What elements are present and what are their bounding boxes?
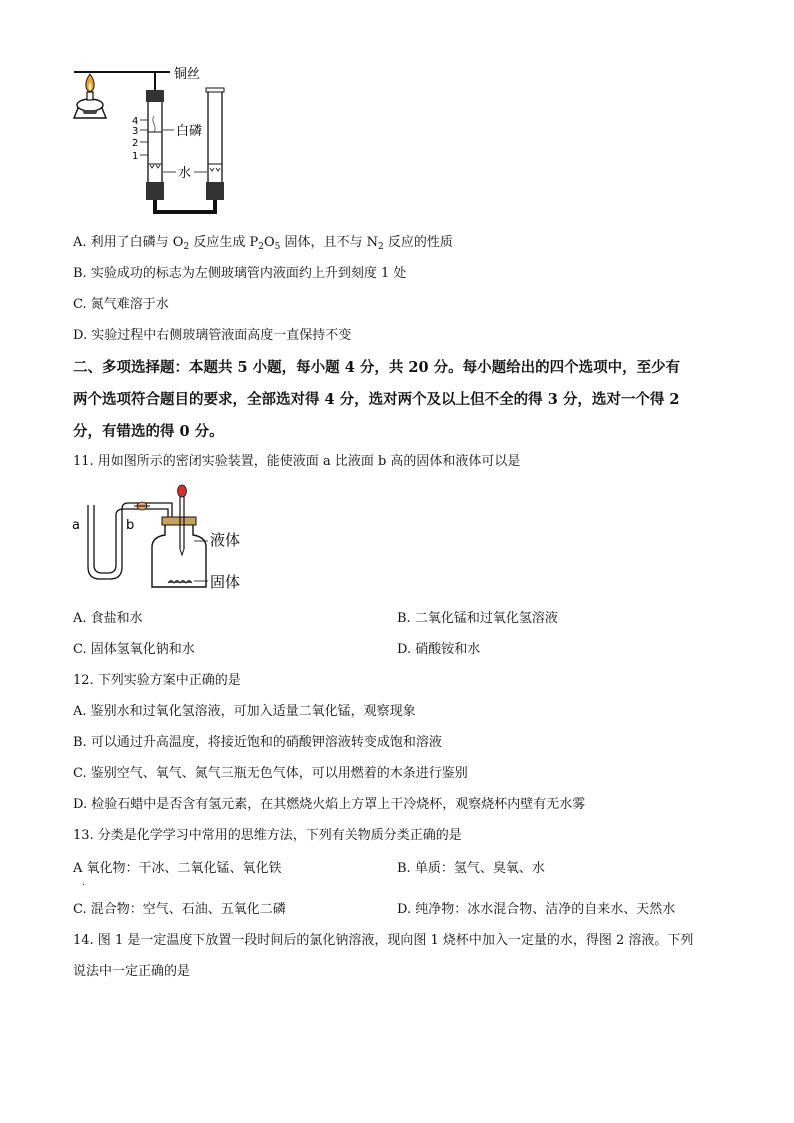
q11-option-c: C. 固体氢氧化钠和水 — [73, 642, 195, 657]
q10-option-d: D. 实验过程中右侧玻璃管液面高度一直保持不变 — [73, 328, 352, 343]
sealed-apparatus-figure — [70, 483, 260, 595]
scale-2: 2 — [132, 138, 139, 149]
q11-option-b: B. 二氧化锰和过氧化氢溶液 — [397, 611, 558, 626]
q12-option-b: B. 可以通过升高温度，将接近饱和的硝酸钾溶液转变成饱和溶液 — [73, 735, 442, 750]
section2-line2: 两个选项符合题目的要求，全部选对得 4 分，选对两个及以上但不全的得 3 分，选对一个得 2 — [73, 391, 680, 408]
phosphorus-apparatus-figure — [70, 60, 260, 220]
white-phosphorus-label: 白磷 — [176, 124, 203, 139]
q11-option-a: A. 食盐和水 — [73, 611, 143, 626]
q10-option-a: A. 利用了白磷与 $O_2$ 反应生成 $P_2O_5$ 固体，且不与 $N_2$ 反应的性质 — [73, 235, 453, 252]
q13-option-a: A 氧化物：干冰、二氧化锰、氧化铁 — [73, 861, 282, 876]
q11-stem: 11. 用如图所示的密闭实验装置，能使液面 a 比液面 b 高的固体和液体可以是 — [73, 454, 521, 469]
q13-option-c: C. 混合物：空气、石油、五氧化二磷 — [73, 902, 286, 917]
q13-option-d: D. 纯净物：冰水混合物、洁净的自来水、天然水 — [397, 902, 676, 917]
q10-option-c: C. 氮气难溶于水 — [73, 297, 169, 312]
section2-line3: 分，有错选的得 0 分。 — [73, 423, 224, 440]
q12-stem: 12. 下列实验方案中正确的是 — [73, 673, 241, 688]
scale-3: 3 — [132, 126, 139, 137]
q13-stem: 13. 分类是化学学习中常用的思维方法，下列有关物质分类正确的是 — [73, 828, 462, 843]
q12-option-d: D. 检验石蜡中是否含有氢元素，在其燃烧火焰上方罩上干冷烧杯，观察烧杯内壁有无水雾 — [73, 797, 586, 812]
q10-option-b: B. 实验成功的标志为左侧玻璃管内液面约上升到刻度 1 处 — [73, 266, 407, 281]
label-liquid: 液体 — [210, 531, 241, 549]
q13-option-a-dot: . — [82, 877, 86, 888]
label-b: b — [126, 518, 135, 533]
water-label: 水 — [178, 166, 192, 181]
label-a: a — [72, 518, 80, 533]
label-solid: 固体 — [210, 573, 241, 591]
scale-1: 1 — [132, 151, 139, 162]
scale-4: 4 — [132, 116, 139, 127]
q13-option-b: B. 单质：氢气、臭氧、水 — [397, 861, 545, 876]
q11-option-d: D. 硝酸铵和水 — [397, 642, 481, 657]
q12-option-c: C. 鉴别空气、氧气、氮气三瓶无色气体，可以用燃着的木条进行鉴别 — [73, 766, 468, 781]
section2-line1: 二、多项选择题：本题共 5 小题，每小题 4 分，共 20 分。每小题给出的四个选项中，至少有 — [73, 359, 681, 376]
q12-option-a: A. 鉴别水和过氧化氢溶液，可加入适量二氧化锰，观察现象 — [73, 704, 416, 719]
q14-line1: 14. 图 1 是一定温度下放置一段时间后的氯化钠溶液，现向图 1 烧杯中加入一定量的水，得图 2 溶液。下列 — [73, 933, 694, 948]
q14-line2: 说法中一定正确的是 — [73, 964, 191, 979]
copper-wire-label: 铜丝 — [174, 67, 201, 82]
